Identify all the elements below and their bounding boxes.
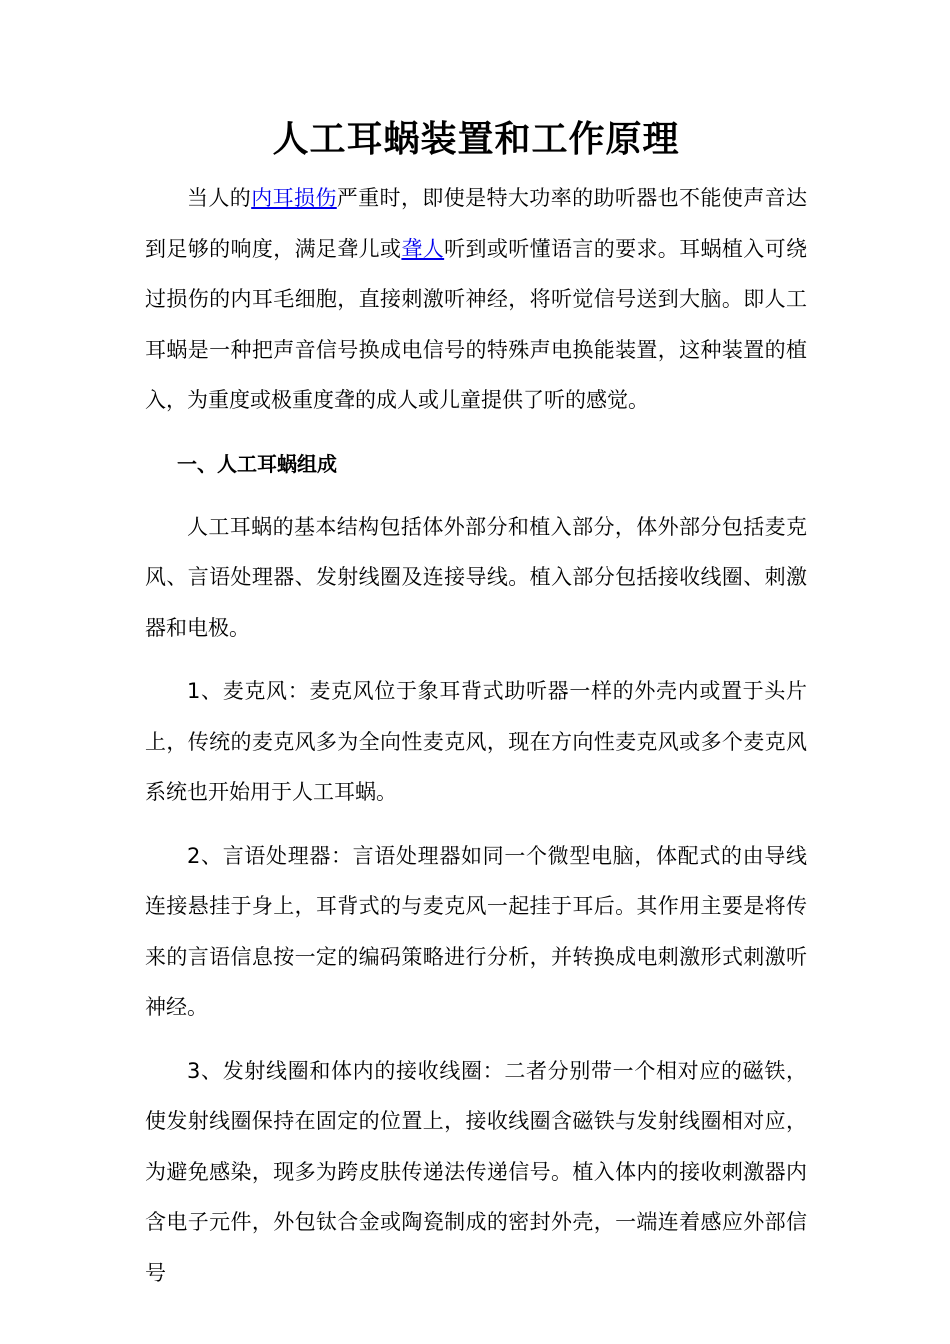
intro-text-3: 听到或听懂语言的要求。耳蜗植入可绕过损伤的内耳毛细胞，直接刺激听神经，将听觉信号送到大脑。即人工耳蜗是一种把声音信号换成电信号的特殊声电换能装置，这种装置的植入，为重度或极重度聋的成人或儿童提供了听的感觉。	[145, 236, 808, 412]
speech-processor-paragraph: 2、言语处理器：言语处理器如同一个微型电脑，体配式的由导线连接悬挂于身上，耳背式的与麦克风一起挂于耳后。其作用主要是将传来的言语信息按一定的编码策略进行分析，并转换成电刺激形式刺激听神经。	[145, 843, 807, 1019]
intro-paragraph	[145, 173, 807, 426]
coil-paragraph: 3、发射线圈和体内的接收线圈：二者分别带一个相对应的磁铁，使发射线圈保持在固定的位置上，接收线圈含磁铁与发射线圈相对应，为避免感染，现多为跨皮肤传递法传递信号。植入体内的接收刺激器内含电子元件，外包钛合金或陶瓷制成的密封外壳，一端连着感应外部信号	[145, 1058, 807, 1285]
microphone-paragraph: 1、麦克风：麦克风位于象耳背式助听器一样的外壳内或置于头片上，传统的麦克风多为全向性麦克风，现在方向性麦克风或多个麦克风系统也开始用于人工耳蜗。	[145, 679, 807, 804]
composition-paragraph: 人工耳蜗的基本结构包括体外部分和植入部分，体外部分包括麦克风、言语处理器、发射线圈及连接导线。植入部分包括接收线圈、刺激器和电极。	[145, 514, 807, 640]
deaf-person-link[interactable]: 聋人	[401, 236, 445, 261]
document-page	[145, 110, 807, 1298]
document-title: 人工耳蜗装置和工作原理	[272, 118, 680, 160]
intro-text-1: 当人的	[187, 186, 252, 210]
section-heading-composition: 一、人工耳蜗组成	[177, 451, 337, 476]
intro-text-2: 严重时，即使是特大功率的助听器也不能使声音达到足够的响度，满足聋儿或	[145, 186, 808, 261]
inner-ear-injury-link[interactable]: 内耳损伤	[251, 186, 337, 210]
